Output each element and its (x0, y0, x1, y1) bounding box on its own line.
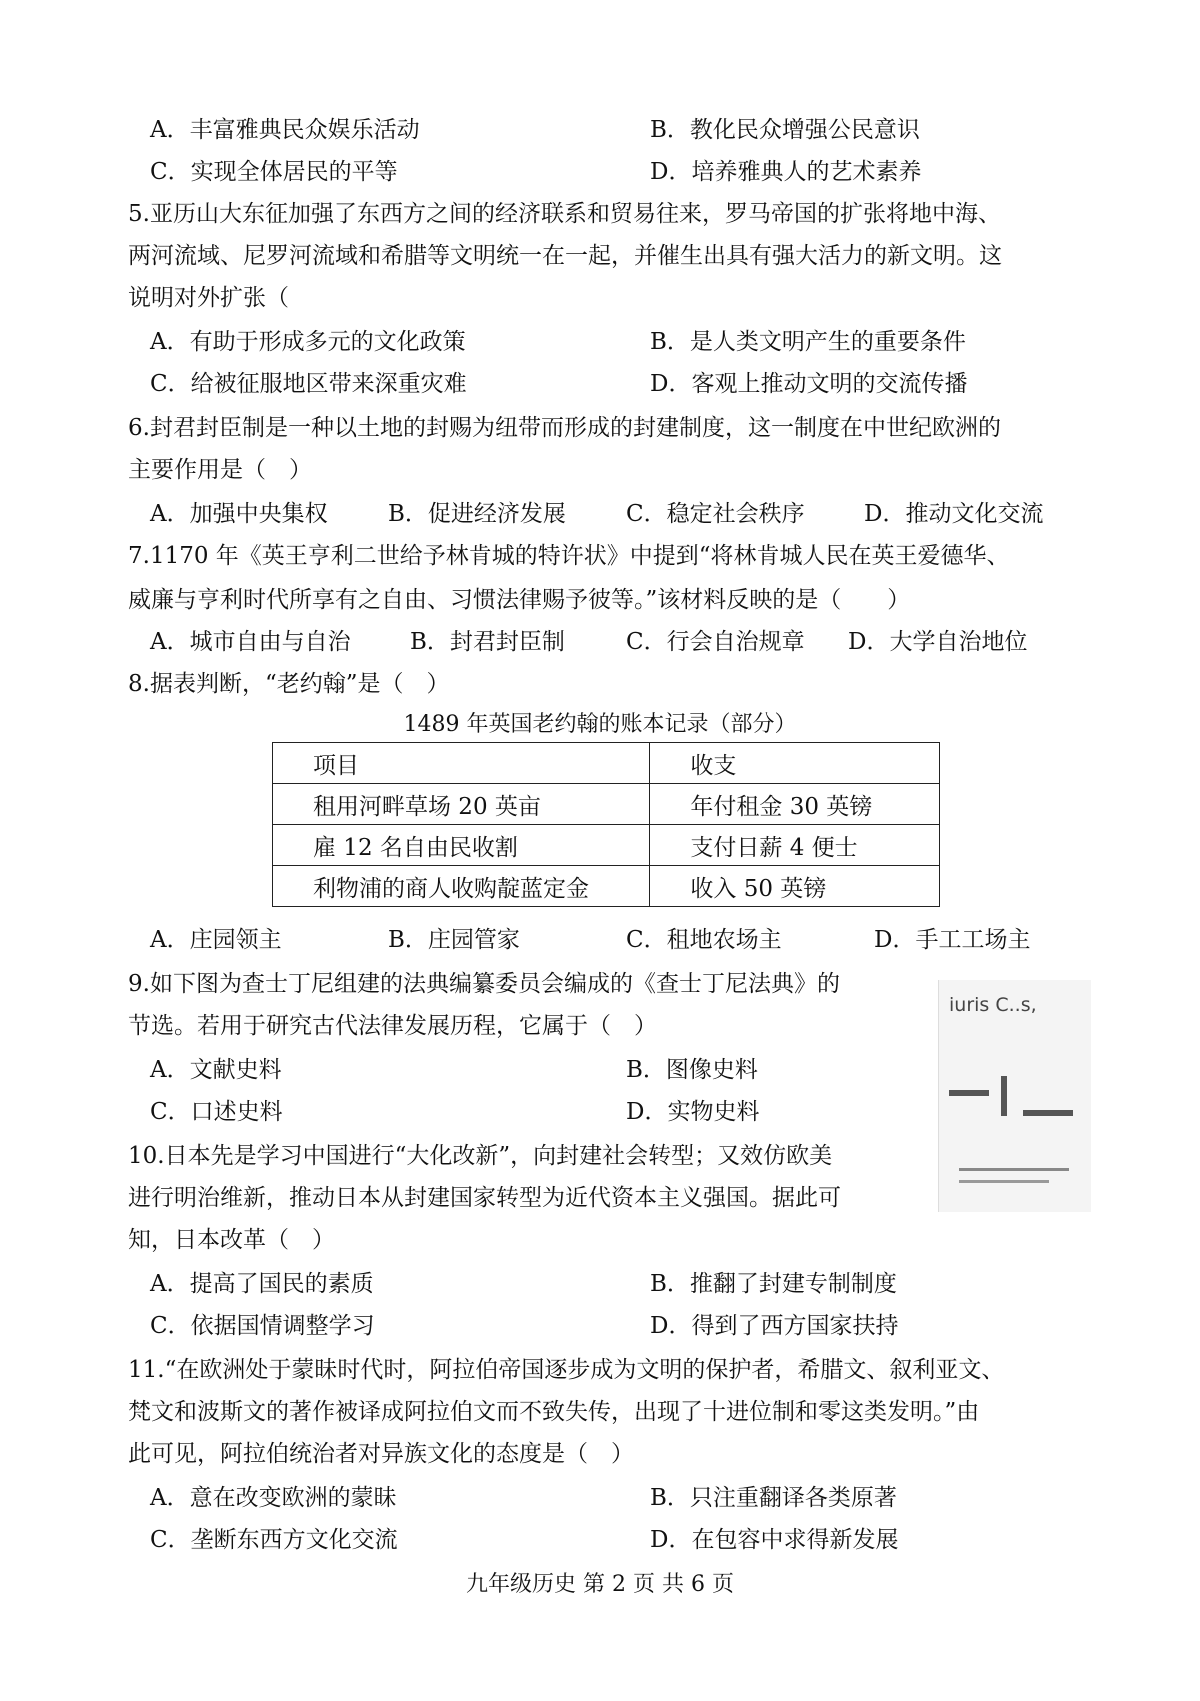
table-header-item: 项目 (273, 743, 650, 784)
q8-table-caption: 1489 年英国老约翰的账本记录（部分） (403, 712, 797, 737)
table-cell: 收入 50 英镑 (650, 866, 940, 907)
q6-option-c: C．稳定社会秩序 (626, 501, 805, 527)
q4-option-d: D．培养雅典人的艺术素养 (650, 159, 922, 185)
q8-option-c: C．租地农场主 (626, 927, 782, 953)
q4-option-a: A．丰富雅典民众娱乐活动 (150, 117, 420, 143)
q10-stem-line-2: 进行明治维新，推动日本从封建国家转型为近代资本主义强国。据此可 (128, 1185, 841, 1211)
table-row (273, 825, 940, 866)
q7-option-b: B．封君封臣制 (410, 629, 565, 655)
page-footer: 九年级历史 第 2 页 共 6 页 (466, 1572, 734, 1597)
q11-option-c: C．垄断东西方文化交流 (150, 1527, 398, 1553)
q11-option-a: A．意在改变欧洲的蒙昧 (150, 1485, 397, 1511)
q5-stem-line-1: 5.亚历山大东征加强了东西方之间的经济联系和贸易往来，罗马帝国的扩张将地中海、 (128, 201, 1001, 227)
q8-option-a: A．庄园领主 (150, 927, 282, 953)
q9-stem-line-2: 节选。若用于研究古代法律发展历程，它属于（ ） (128, 1013, 657, 1039)
q10-option-a: A．提高了国民的素质 (150, 1271, 374, 1297)
image-ink-mark (1001, 1076, 1007, 1116)
image-ink-mark (959, 1168, 1069, 1171)
q10-option-b: B．推翻了封建专制制度 (650, 1271, 897, 1297)
q8-option-d: D．手工工场主 (874, 927, 1031, 953)
q4-option-c: C．实现全体居民的平等 (150, 159, 398, 185)
q11-stem-line-2: 梵文和波斯文的著作被译成阿拉伯文而不致失传，出现了十进位制和零这类发明。”由 (128, 1399, 980, 1425)
q10-option-d: D．得到了西方国家扶持 (650, 1313, 899, 1339)
q5-option-a: A．有助于形成多元的文化政策 (150, 329, 466, 355)
table-header-amount: 收支 (650, 743, 940, 784)
table-row (273, 784, 940, 825)
q8-stem: 8.据表判断，“老约翰”是（ ） (128, 671, 450, 697)
table-row (273, 866, 940, 907)
q7-option-c: C．行会自治规章 (626, 629, 805, 655)
q10-stem-line-1: 10.日本先是学习中国进行“大化改新”，向封建社会转型；又效仿欧美 (128, 1143, 833, 1169)
table-cell: 租用河畔草场 20 英亩 (273, 784, 650, 825)
image-ink-mark (1023, 1110, 1073, 1116)
q8-option-b: B．庄园管家 (388, 927, 520, 953)
q11-option-b: B．只注重翻译各类原著 (650, 1485, 897, 1511)
q11-stem-line-1: 11.“在欧洲处于蒙昧时代时，阿拉伯帝国逐步成为文明的保护者，希腊文、叙利亚文、 (128, 1357, 1005, 1383)
q5-option-d: D．客观上推动文明的交流传播 (650, 371, 968, 397)
q8-ledger-table (272, 742, 940, 907)
q6-stem-line-2: 主要作用是（ ） (128, 457, 312, 483)
q7-stem-line-2: 威廉与亨利时代所享有之自由、习惯法律赐予彼等。”该材料反映的是（ ） (128, 587, 911, 613)
q6-option-a: A．加强中央集权 (150, 501, 328, 527)
q6-option-d: D．推动文化交流 (864, 501, 1044, 527)
q9-stem-line-1: 9.如下图为查士丁尼组建的法典编纂委员会编成的《查士丁尼法典》的 (128, 971, 840, 997)
q11-option-d: D．在包容中求得新发展 (650, 1527, 899, 1553)
table-cell: 支付日薪 4 便士 (650, 825, 940, 866)
q7-stem-line-1: 7.1170 年《英王亨利二世给予林肯城的特许状》中提到“将林肯城人民在英王爱德华、 (128, 543, 1010, 569)
image-caption-text: iuris C..s, (949, 994, 1037, 1016)
table-cell: 年付租金 30 英镑 (650, 784, 940, 825)
q9-option-c: C．口述史料 (150, 1099, 283, 1125)
q9-option-b: B．图像史料 (626, 1057, 758, 1083)
q4-option-b: B．教化民众增强公民意识 (650, 117, 920, 143)
q11-stem-line-3: 此可见，阿拉伯统治者对异族文化的态度是（ ） (128, 1441, 634, 1467)
q9-option-a: A．文献史料 (150, 1057, 282, 1083)
q7-option-d: D．大学自治地位 (848, 629, 1028, 655)
table-cell: 雇 12 名自由民收割 (273, 825, 650, 866)
q5-stem-line-3: 说明对外扩张（ (128, 285, 289, 311)
q7-option-a: A．城市自由与自治 (150, 629, 351, 655)
q9-option-d: D．实物史料 (626, 1099, 760, 1125)
table-cell: 利物浦的商人收购靛蓝定金 (273, 866, 650, 907)
table-row (273, 743, 940, 784)
q10-stem-line-3: 知，日本改革（ ） (128, 1227, 335, 1253)
justinian-code-image (938, 980, 1091, 1212)
q5-option-c: C．给被征服地区带来深重灾难 (150, 371, 467, 397)
q5-option-b: B．是人类文明产生的重要条件 (650, 329, 966, 355)
image-ink-mark (949, 1090, 989, 1096)
q10-option-c: C．依据国情调整学习 (150, 1313, 375, 1339)
q5-stem-line-2: 两河流域、尼罗河流域和希腊等文明统一在一起，并催生出具有强大活力的新文明。这 (128, 243, 1002, 269)
image-ink-mark (959, 1180, 1049, 1183)
q6-option-b: B．促进经济发展 (388, 501, 566, 527)
q6-stem-line-1: 6.封君封臣制是一种以土地的封赐为纽带而形成的封建制度，这一制度在中世纪欧洲的 (128, 415, 1001, 441)
